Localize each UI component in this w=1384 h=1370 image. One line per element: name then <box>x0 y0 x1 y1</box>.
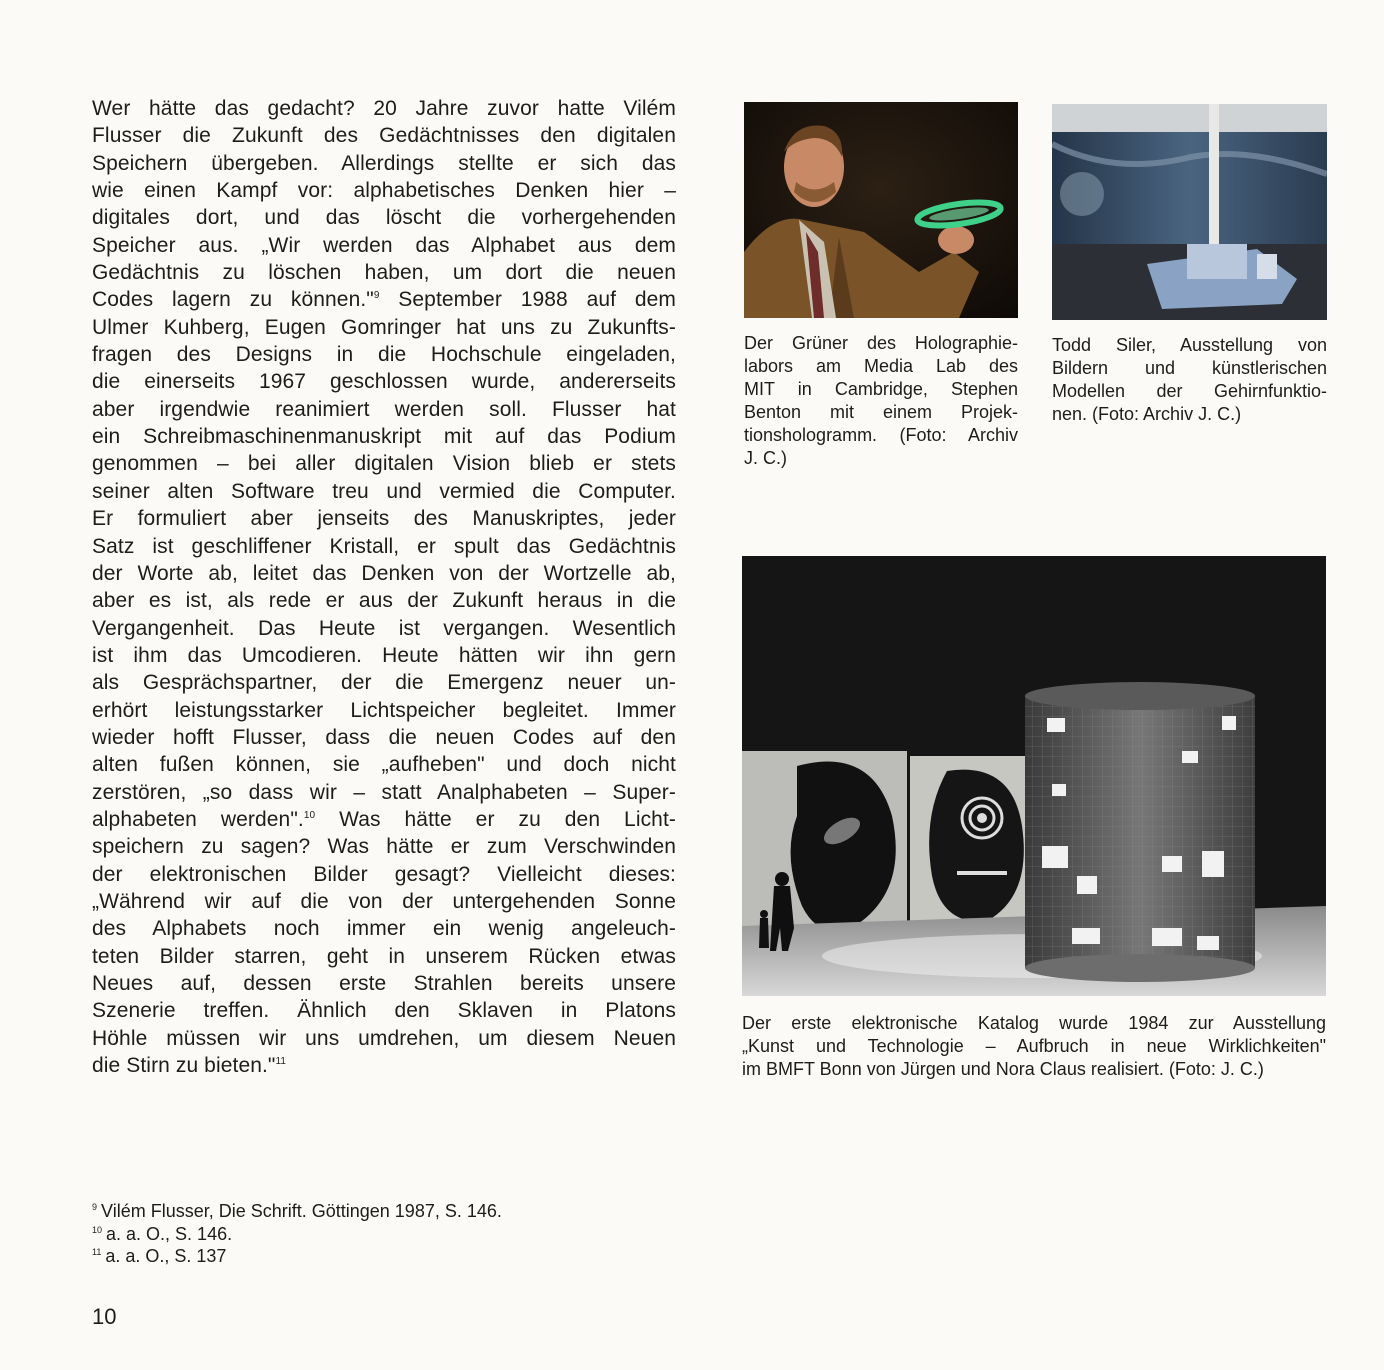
text-line <box>92 259 676 286</box>
text-line <box>92 423 676 450</box>
photo-catalog-exhibition <box>742 556 1326 996</box>
caption-line: Der erste elektronische Katalog wurde 1984 zur Ausstellung <box>742 1013 1326 1033</box>
text-line-content: die Stirn zu bieten." <box>92 1054 276 1078</box>
text-line-content: genommen – bei aller digitalen Vision blieb er stets <box>92 452 676 476</box>
caption-catalog <box>742 1012 1326 1081</box>
text-line-content: Codes lagern zu können." <box>92 288 374 312</box>
text-line-content: der elektronischen Bilder gesagt? Vielleicht dieses: <box>92 862 676 886</box>
text-line <box>92 314 676 341</box>
footnote-ref: 11 <box>275 1056 287 1068</box>
caption-line: Benton mit einem Projek- <box>744 402 1018 422</box>
text-line <box>92 915 676 942</box>
text-line-content: Wer hätte das gedacht? 20 Jahre zuvor hatte Vilém <box>92 97 676 120</box>
text-line-content: wie einen Kampf vor: alphabetisches Denken hier – <box>92 179 676 203</box>
footnote <box>92 1223 502 1246</box>
text-line <box>92 997 676 1024</box>
text-line-content: Höhle müssen wir uns umdrehen, um diesem Neuen <box>92 1026 676 1050</box>
text-line-content: aber es ist, als rede er aus der Zukunft heraus in die <box>92 589 676 613</box>
text-line-content: speichern zu sagen? Was hätte er zum Verschwinden <box>92 835 676 859</box>
photo-benton-hologram <box>744 102 1018 318</box>
page-number: 10 <box>92 1304 117 1329</box>
footnote-ref: 9 <box>92 1202 98 1212</box>
text-line <box>92 724 676 751</box>
caption-line: im BMFT Bonn von Jürgen und Nora Claus realisiert. (Foto: J. C.) <box>742 1059 1264 1079</box>
text-line <box>92 1025 676 1052</box>
text-line <box>92 232 676 259</box>
text-line-content: wieder hofft Flusser, dass die neuen Codes auf den <box>92 725 676 749</box>
text-line <box>92 888 676 915</box>
text-line <box>92 177 676 204</box>
text-line <box>92 697 676 724</box>
footnote-ref: 11 <box>92 1247 102 1257</box>
text-line-content: Speicher aus. „Wir werden das Alphabet aus dem <box>92 233 676 257</box>
text-line-content: Szenerie treffen. Ähnlich den Sklaven in Platons <box>92 999 676 1023</box>
caption-line: labors am Media Lab des <box>744 356 1018 376</box>
footnote <box>92 1200 502 1223</box>
text-line <box>92 1052 676 1079</box>
photo-siler-exhibition <box>1052 104 1327 320</box>
text-line-content: des Alphabets noch immer ein wenig angeleuch- <box>92 917 676 941</box>
text-line-content: alphabeten werden". <box>92 807 304 831</box>
text-line <box>92 560 676 587</box>
text-line <box>92 478 676 505</box>
footnote-text: Vilém Flusser, Die Schrift. Göttingen 1987, S. 146. <box>101 1201 502 1221</box>
text-line-content: ein Schreibmaschinenmanuskript mit auf das Podium <box>92 425 676 449</box>
text-line-content: alten fußen können, sie „aufheben" und doch nicht <box>92 753 676 777</box>
text-line <box>92 286 676 313</box>
text-line <box>92 642 676 669</box>
text-line-content: Was hätte er zu den Licht- <box>315 807 676 831</box>
footnote-text: a. a. O., S. 137 <box>105 1246 227 1266</box>
text-line <box>92 943 676 970</box>
text-line-content: Vergangenheit. Das Heute ist vergangen. Wesentlich <box>92 616 676 640</box>
caption-line: MIT in Cambridge, Stephen <box>744 379 1018 399</box>
text-line <box>92 505 676 532</box>
text-line-content: seiner alten Software treu und vermied die Computer. <box>92 479 676 503</box>
text-line-content: Neues auf, dessen erste Strahlen bereits unsere <box>92 972 676 995</box>
caption-siler <box>1052 334 1327 426</box>
caption-line: Der Grüner des Holographie- <box>744 333 1018 353</box>
text-line-content: ist ihm das Umcodieren. Heute hätten wir ihn gern <box>92 643 676 667</box>
caption-benton <box>744 332 1018 470</box>
text-line-content: Er formuliert aber jenseits des Manuskriptes, jeder <box>92 507 676 531</box>
caption-line: Modellen der Gehirnfunktio- <box>1052 381 1327 401</box>
caption-line: Bildern und künstlerischen <box>1052 358 1327 378</box>
text-line <box>92 587 676 614</box>
benton-photo-graphic <box>744 102 1018 318</box>
text-line <box>92 368 676 395</box>
catalog-photo-graphic <box>742 556 1326 996</box>
caption-line: Todd Siler, Ausstellung von <box>1052 335 1327 355</box>
text-line-content: der Worte ab, leitet das Denken von der Wortzelle ab, <box>92 561 676 585</box>
caption-line: J. C.) <box>744 448 787 468</box>
text-line <box>92 450 676 477</box>
text-line <box>92 615 676 642</box>
text-line <box>92 861 676 888</box>
caption-line: tionshologramm. (Foto: Archiv <box>744 425 1018 445</box>
text-line <box>92 806 676 833</box>
text-line <box>92 533 676 560</box>
text-line-content: fragen des Designs in die Hochschule eingeladen, <box>92 343 676 367</box>
text-line <box>92 150 676 177</box>
text-line <box>92 751 676 778</box>
footnote-ref: 10 <box>92 1224 103 1235</box>
text-line <box>92 95 676 122</box>
text-line <box>92 669 676 696</box>
text-line-content: Satz ist geschliffener Kristall, er spult das Gedächtnis <box>92 534 676 558</box>
text-line <box>92 204 676 231</box>
text-line <box>92 970 676 997</box>
footnote-ref: 9 <box>373 290 380 302</box>
caption-line: nen. (Foto: Archiv J. C.) <box>1052 404 1242 424</box>
text-line-content: zerstören, „so dass wir – statt Analphabeten – Super- <box>92 780 676 804</box>
footnotes <box>92 1200 502 1268</box>
text-line-content: aber irgendwie reanimiert werden soll. Flusser hat <box>92 397 676 421</box>
text-line-content: „Während wir auf die von der untergehenden Sonne <box>92 889 676 913</box>
footnote-text: a. a. O., S. 146. <box>106 1223 233 1244</box>
text-line-content: Gedächtnis zu löschen haben, um dort die neuen <box>92 261 676 285</box>
text-line-content: die einerseits 1967 geschlossen wurde, andererseits <box>92 370 676 394</box>
main-text-column <box>92 95 676 1079</box>
text-line-content: Flusser die Zukunft des Gedächtnisses den digitalen <box>92 124 676 148</box>
text-line <box>92 779 676 806</box>
text-line-content: teten Bilder starren, geht in unserem Rücken etwas <box>92 944 676 968</box>
text-line-content: digitales dort, und das löscht die vorhergehenden <box>92 206 676 230</box>
text-line-content: Ulmer Kuhberg, Eugen Gomringer hat uns zu Zukunfts- <box>92 315 676 339</box>
text-line <box>92 341 676 368</box>
text-line <box>92 122 676 149</box>
siler-photo-graphic <box>1052 104 1327 320</box>
text-line <box>92 396 676 423</box>
text-line-content: Speichern übergeben. Allerdings stellte er sich das <box>92 151 676 175</box>
text-line-content: erhört leistungsstarker Lichtspeicher begleitet. Immer <box>92 698 676 722</box>
footnote-ref: 10 <box>303 809 316 821</box>
text-line-content: September 1988 auf dem <box>379 288 676 312</box>
caption-line: „Kunst und Technologie – Aufbruch in neue Wirklichkeiten" <box>742 1036 1326 1056</box>
text-line <box>92 833 676 860</box>
text-line-content: als Gesprächspartner, der die Emergenz neuer un- <box>92 671 676 695</box>
footnote <box>92 1245 502 1268</box>
